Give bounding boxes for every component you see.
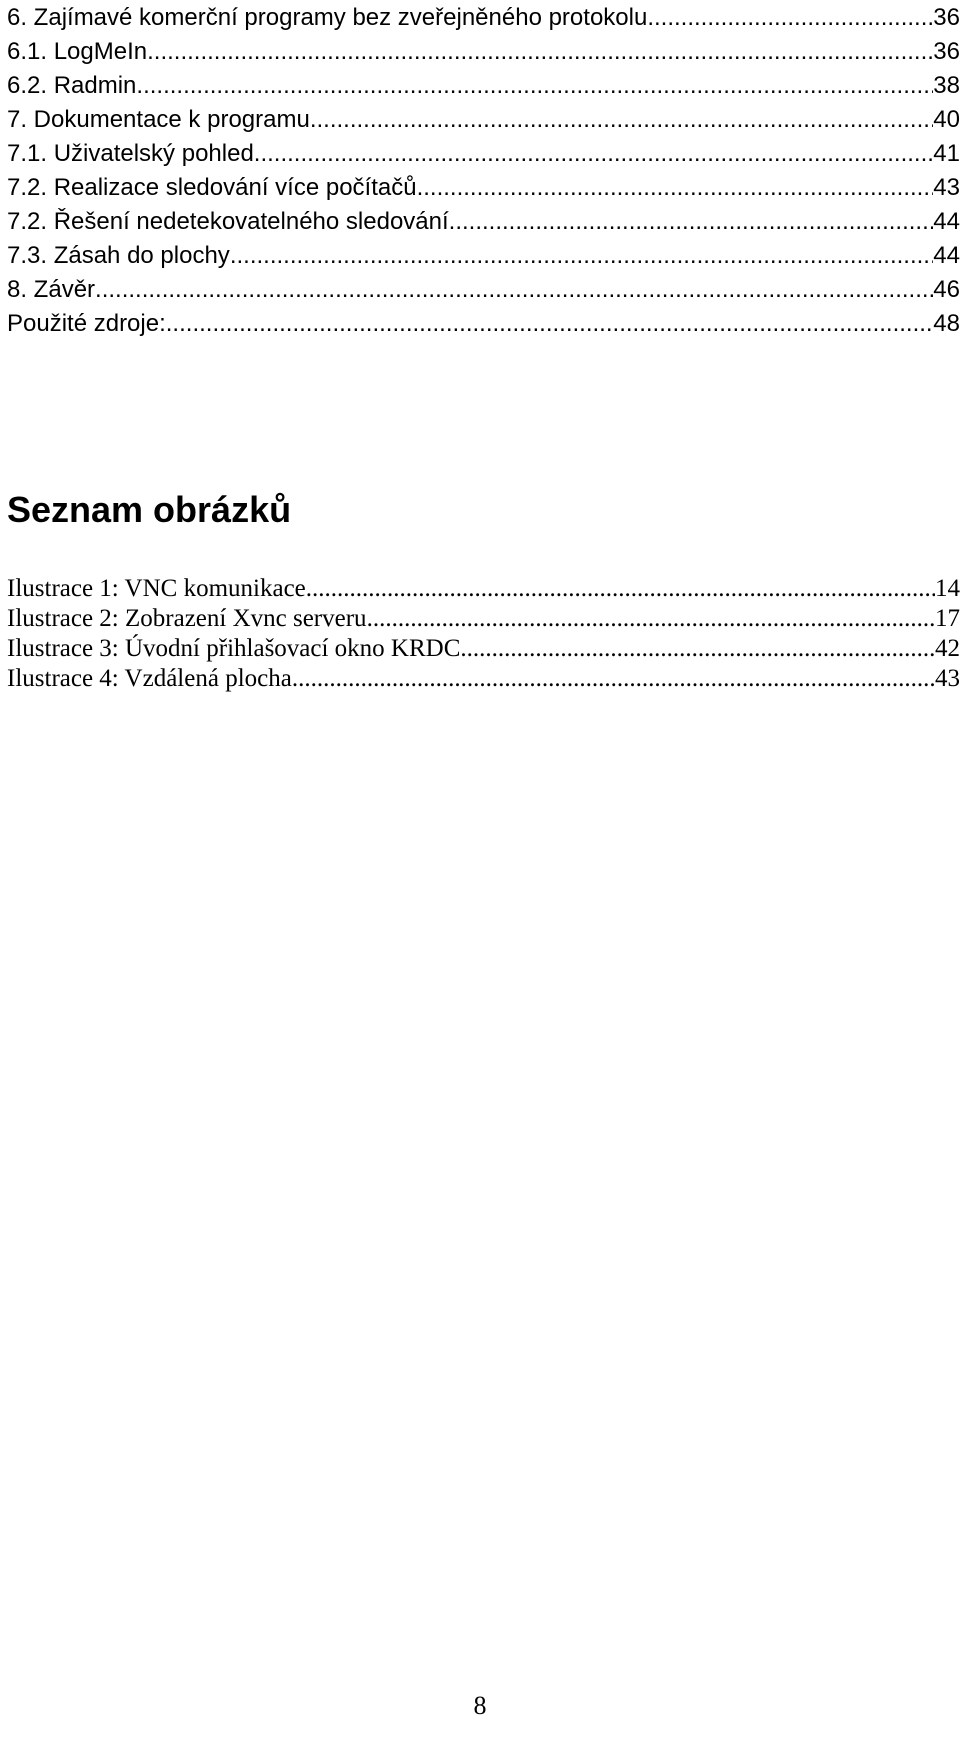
dot-leader	[306, 573, 935, 605]
dot-leader	[254, 138, 934, 170]
dot-leader	[367, 603, 935, 635]
toc-entry-page: 44	[933, 208, 960, 235]
toc-entry-title: 8. Závěr	[7, 276, 96, 303]
toc-entry[interactable]	[7, 2, 960, 34]
dot-leader	[460, 633, 935, 665]
figure-entry-page: 17	[935, 605, 960, 632]
dot-leader	[449, 206, 934, 238]
toc-entry-page: 40	[933, 106, 960, 133]
figure-entry-page: 43	[935, 665, 960, 692]
figure-entry-page: 42	[935, 635, 960, 662]
figure-entry[interactable]	[7, 663, 960, 695]
toc-entry[interactable]	[7, 172, 960, 204]
toc-entry[interactable]	[7, 138, 960, 170]
toc-entry-page: 43	[933, 174, 960, 201]
toc-entry-title: 7. Dokumentace k programu	[7, 106, 310, 133]
toc-entry-page: 44	[933, 242, 960, 269]
toc-entry-page: 38	[933, 72, 960, 99]
dot-leader	[166, 308, 934, 340]
toc-entry-page: 41	[933, 140, 960, 167]
toc-entry[interactable]	[7, 308, 960, 340]
toc-entry-title: 7.3. Zásah do plochy	[7, 242, 230, 269]
toc-entry-title: 6.2. Radmin	[7, 72, 137, 99]
toc-entry-page: 46	[933, 276, 960, 303]
dot-leader	[147, 36, 933, 68]
toc-entry-page: 36	[933, 38, 960, 65]
toc-entry-title: 7.2. Řešení nedetekovatelného sledování	[7, 208, 449, 235]
toc-entry-title: 7.2. Realizace sledování více počítačů	[7, 174, 417, 201]
toc-entry[interactable]	[7, 70, 960, 102]
toc-entry[interactable]	[7, 240, 960, 272]
toc-entry-title: 6.1. LogMeIn	[7, 38, 148, 65]
dot-leader	[136, 70, 933, 102]
toc-entry-title: Použité zdroje:	[7, 310, 166, 337]
figure-entry-page: 14	[935, 575, 960, 602]
dot-leader	[310, 104, 933, 136]
figure-entry-title: Ilustrace 2: Zobrazení Xvnc serveru	[7, 605, 367, 632]
dot-leader	[417, 172, 934, 204]
toc-entry-page: 36	[933, 4, 960, 31]
figure-entry[interactable]	[7, 633, 960, 665]
toc-entry-page: 48	[933, 310, 960, 337]
figures-heading: Seznam obrázků	[7, 489, 292, 530]
figure-entry-title: Ilustrace 4: Vzdálená plocha	[7, 665, 292, 692]
dot-leader	[230, 240, 933, 272]
toc-entry-title: 6. Zajímavé komerční programy bez zveřejněného protokolu	[7, 4, 648, 31]
figure-entry[interactable]	[7, 573, 960, 605]
figure-entry-title: Ilustrace 3: Úvodní přihlašovací okno KRDC	[7, 635, 461, 662]
figure-entry[interactable]	[7, 603, 960, 635]
dot-leader	[292, 663, 935, 695]
toc-entry-title: 7.1. Uživatelský pohled	[7, 140, 254, 167]
toc-entry[interactable]	[7, 206, 960, 238]
figure-entry-title: Ilustrace 1: VNC komunikace	[7, 575, 306, 602]
page-number: 8	[473, 1691, 487, 1720]
toc-entry[interactable]	[7, 274, 960, 306]
toc-entry[interactable]	[7, 104, 960, 136]
dot-leader	[95, 274, 933, 306]
dot-leader	[647, 2, 933, 34]
toc-entry[interactable]	[7, 36, 960, 68]
